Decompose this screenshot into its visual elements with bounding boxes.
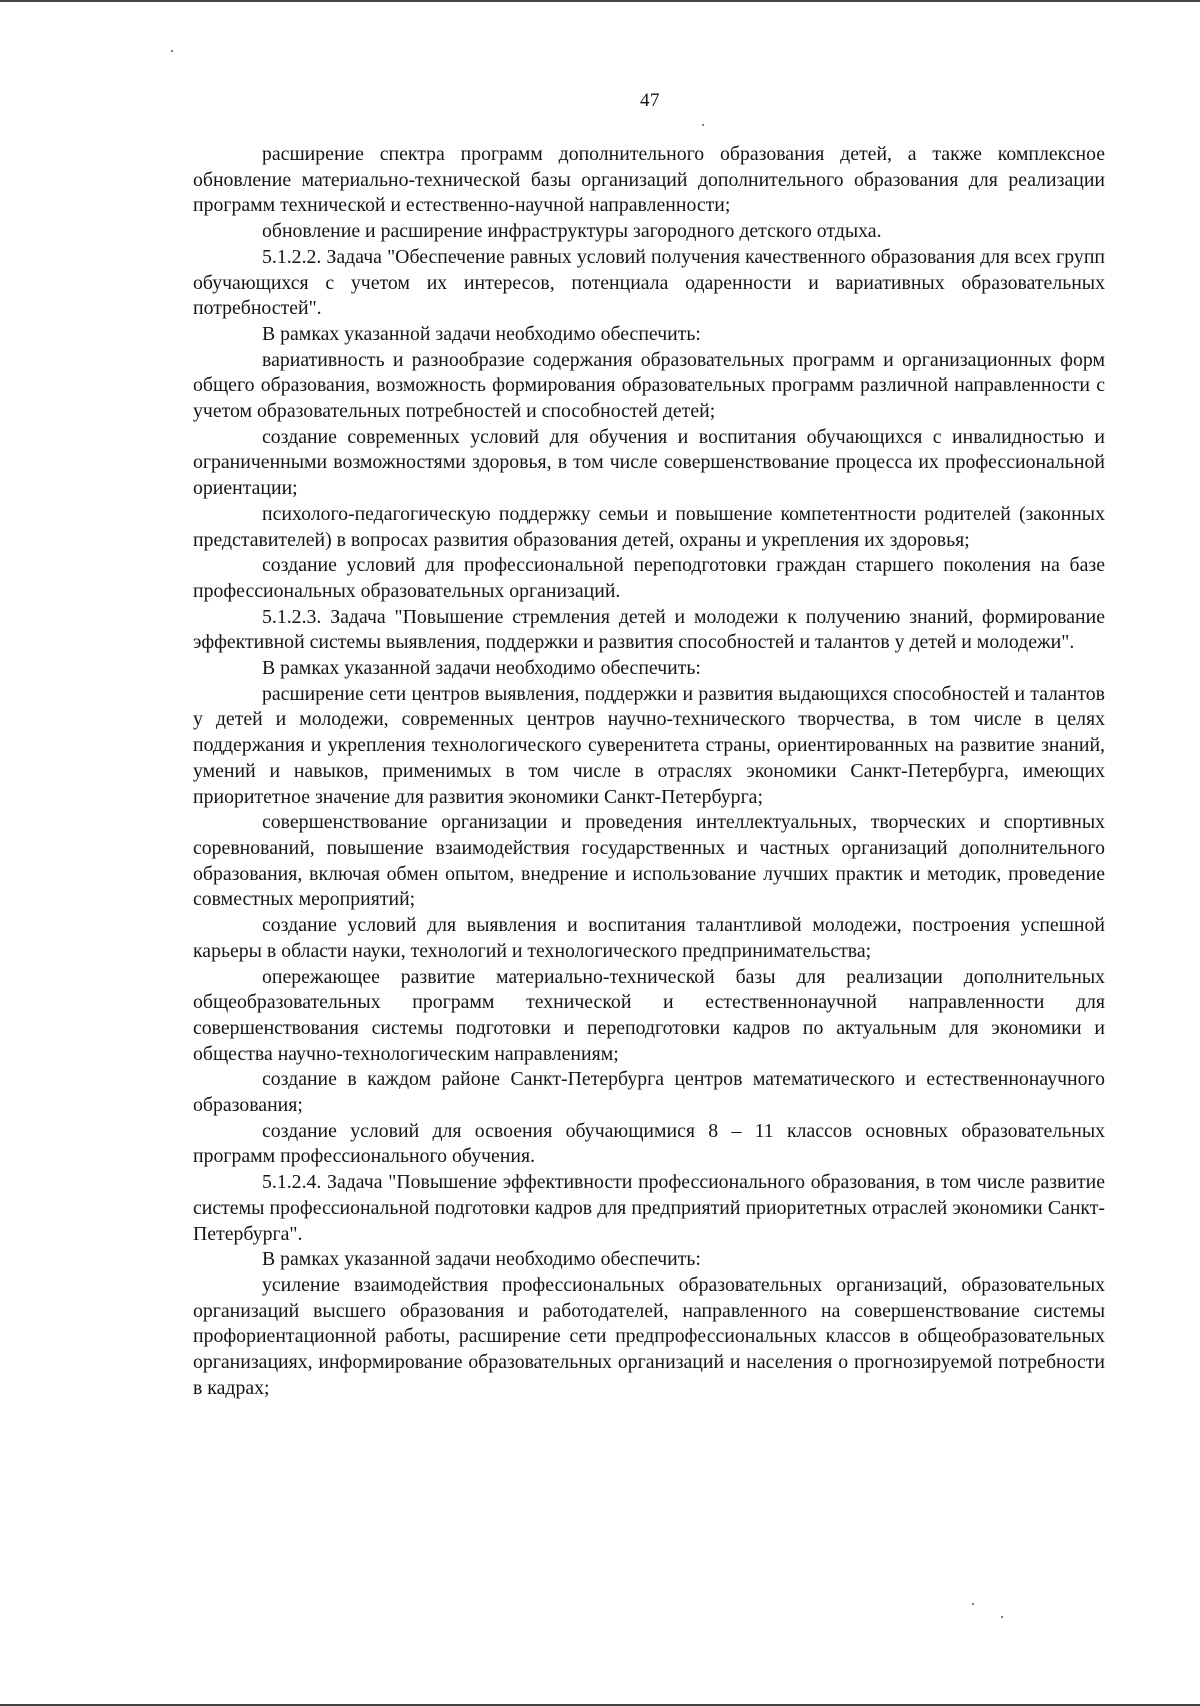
scan-top-edge	[0, 0, 1200, 2]
paragraph: создание в каждом районе Санкт-Петербурга центров математического и естественнонаучного образования;	[193, 1068, 1105, 1117]
task-heading-5-1-2-2: 5.1.2.2. Задача "Обеспечение равных условий получения качественного образования для всех групп обучающихся с учетом их интересов, потенциала одаренности и вариативных образовательных потребностей".	[193, 245, 1105, 320]
task-heading-5-1-2-3: 5.1.2.3. Задача "Повышение стремления детей и молодежи к получению знаний, формирование эффективной системы выявления, поддержки и развития способностей и талантов у детей и молодежи".	[193, 605, 1105, 654]
scan-speck	[702, 124, 704, 126]
paragraph: создание условий для освоения обучающимися 8 – 11 классов основных образовательных программ профессионального обучения.	[193, 1119, 1105, 1168]
paragraph: В рамках указанной задачи необходимо обеспечить:	[262, 322, 701, 345]
page-number: 47	[640, 90, 660, 111]
paragraph: вариативность и разнообразие содержания образовательных программ и организационных форм общего образования, возможность формирования образовательных программ различной направленности с учетом образовательных потребностей и способностей детей;	[193, 348, 1105, 423]
paragraph: усиление взаимодействия профессиональных образовательных организаций, образовательных организаций высшего образования и работодателей, направленного на совершенствование системы профориентационной работы, расширение сети предпрофессиональных классов в общеобразовательных организациях, информирование образовательных организаций и населения о прогнозируемой потребности в кадрах;	[193, 1273, 1105, 1399]
paragraph: создание условий для выявления и воспитания талантливой молодежи, построения успешной карьеры в области науки, технологий и технологического предпринимательства;	[193, 914, 1105, 962]
document-body	[193, 142, 1105, 1401]
paragraph: психолого-педагогическую поддержку семьи и повышение компетентности родителей (законных представителей) в вопросах развития образования детей, охраны и укрепления их здоровья;	[193, 502, 1105, 551]
scan-speck	[972, 1603, 974, 1605]
paragraph: В рамках указанной задачи необходимо обеспечить:	[262, 1248, 701, 1271]
paragraph: обновление и расширение инфраструктуры загородного детского отдыха.	[262, 220, 882, 243]
paragraph: В рамках указанной задачи необходимо обеспечить:	[262, 657, 701, 680]
paragraph: расширение спектра программ дополнительного образования детей, а также комплексное обновление материально-технической базы организаций дополнительного образования для реализации программ технической и естественно-научной направленности;	[193, 143, 1105, 217]
paragraph: создание современных условий для обучения и воспитания обучающихся с инвалидностью и ограниченными возможностями здоровья, в том числе совершенствование процесса их профессиональной ориентации;	[193, 425, 1105, 500]
task-heading-5-1-2-4: 5.1.2.4. Задача "Повышение эффективности профессионального образования, в том числе развитие системы профессиональной подготовки кадров для предприятий приоритетных отраслей экономики Санкт-Петербурга".	[193, 1171, 1105, 1245]
paragraph: расширение сети центров выявления, поддержки и развития выдающихся способностей и талантов у детей и молодежи, современных центров научно-технического творчества, в том числе в целях поддержания и укрепления технологического суверенитета страны, ориентированных на развитие знаний, умений и навыков, применимых в том числе в отраслях экономики Санкт-Петербурга, имеющих приоритетное значение для развития экономики Санкт-Петербурга;	[193, 682, 1105, 808]
paragraph: опережающее развитие материально-технической базы для реализации дополнительных общеобразовательных программ технической и естественнонаучной направленности для совершенствования системы подготовки и переподготовки кадров по актуальным для экономики и общества научно-технологическим направлениям;	[193, 965, 1105, 1065]
scan-speck	[1001, 1616, 1003, 1618]
paragraph: совершенствование организации и проведения интеллектуальных, творческих и спортивных соревнований, повышение взаимодействия государственных и частных организаций дополнительного образования, включая обмен опытом, внедрение и использование лучших практик и методик, проведение совместных мероприятий;	[193, 811, 1105, 911]
paragraph: создание условий для профессиональной переподготовки граждан старшего поколения на базе профессиональных образовательных организаций.	[193, 554, 1105, 602]
scan-speck	[171, 50, 173, 52]
